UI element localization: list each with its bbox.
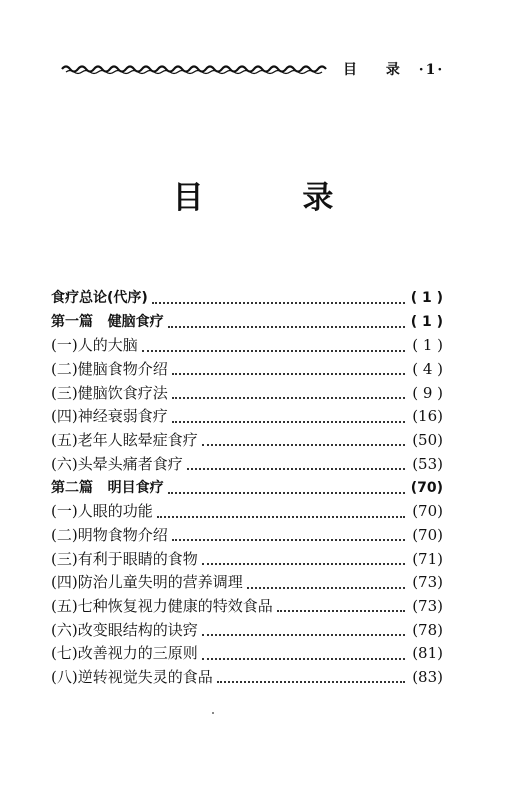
toc-entry-label: (六)改变眼结构的诀窍 [51, 620, 198, 639]
toc-entry-page: (78) [412, 620, 443, 639]
toc-entry[interactable] [51, 666, 443, 690]
toc-entry[interactable] [51, 405, 443, 429]
toc-entry-page: (71) [412, 549, 443, 568]
toc-entry-label: (三)健脑饮食疗法 [51, 383, 168, 402]
toc-entry[interactable] [51, 334, 443, 358]
page-title: 目 录 [172, 180, 378, 216]
dot-leader [142, 349, 405, 352]
toc-entry-page: (73) [412, 573, 443, 592]
dot-leader [172, 420, 405, 423]
toc-entry-page: (50) [412, 431, 443, 450]
dot-leader [202, 562, 405, 565]
dot-leader [187, 467, 405, 470]
toc-entry-label: (五)七种恢复视力健康的特效食品 [51, 596, 273, 615]
dot-leader [152, 301, 405, 304]
toc-entry[interactable] [51, 619, 443, 643]
toc-entry[interactable] [51, 500, 443, 524]
dot-leader [202, 633, 405, 636]
toc-entry-label: 第一篇 健脑食疗 [51, 313, 164, 330]
dot-leader [172, 372, 405, 375]
toc-part-entry[interactable] [51, 287, 443, 311]
toc-entry-label: (四)防治儿童失明的营养调理 [51, 573, 243, 592]
toc-entry[interactable] [51, 358, 443, 382]
toc-entry-label: (一)人的大脑 [51, 336, 138, 355]
toc-entry[interactable] [51, 642, 443, 666]
running-header-text [343, 59, 444, 79]
dot-leader [217, 680, 405, 683]
dot-leader [157, 515, 405, 518]
toc-entry-page: ( 1 ) [410, 290, 443, 306]
toc-entry-label: (七)改善视力的三原则 [51, 644, 198, 663]
toc-entry[interactable] [51, 453, 443, 477]
dot-leader [168, 491, 405, 494]
toc-part-entry[interactable] [51, 477, 443, 501]
toc-entry[interactable] [51, 382, 443, 406]
dot-leader [202, 657, 405, 660]
running-header [60, 58, 460, 82]
toc-entry-label: (四)神经衰弱食疗 [51, 407, 168, 426]
print-speck [212, 712, 214, 714]
toc-entry-label: (二)健脑食物介绍 [51, 360, 168, 379]
dot-leader [168, 325, 405, 328]
dot-leader [172, 538, 405, 541]
toc-entry-page: (70) [412, 525, 443, 544]
toc-entry-label: 食疗总论(代序) [51, 290, 148, 306]
toc-entry-label: (三)有利于眼睛的食物 [51, 549, 198, 568]
toc-entry[interactable] [51, 548, 443, 572]
toc-entry-label: (五)老年人眩晕症食疗 [51, 431, 198, 450]
toc-entry-label: (八)逆转视觉失灵的食品 [51, 668, 213, 686]
dot-leader [247, 586, 405, 589]
toc-entry-page: (53) [412, 454, 443, 473]
toc-part-entry[interactable] [51, 311, 443, 335]
toc-entry-label: (一)人眼的功能 [51, 502, 153, 521]
toc-entry-page: (70) [412, 502, 443, 521]
dot-leader [277, 609, 405, 612]
table-of-contents [51, 287, 443, 690]
running-header-page-number: ·1· [418, 62, 445, 78]
toc-entry-label: (二)明物食物介绍 [51, 525, 168, 544]
dot-leader [202, 443, 405, 446]
toc-entry-page: (73) [412, 596, 443, 615]
toc-entry-page: ( 4 ) [412, 360, 443, 379]
toc-entry-label: (六)头晕头痛者食疗 [51, 454, 183, 473]
toc-entry-page: ( 9 ) [412, 383, 443, 402]
toc-entry-page: (81) [412, 644, 443, 663]
toc-entry[interactable] [51, 524, 443, 548]
toc-entry-page: (16) [412, 407, 443, 426]
toc-entry-label: 第二篇 明目食疗 [51, 479, 164, 496]
toc-entry[interactable] [51, 429, 443, 453]
toc-entry-page: ( 1 ) [412, 336, 443, 355]
toc-entry-page: (70) [410, 479, 443, 496]
toc-entry-page: (83) [412, 668, 443, 686]
wavy-rule-ornament [60, 62, 332, 76]
toc-entry[interactable] [51, 595, 443, 619]
dot-leader [172, 396, 405, 399]
toc-entry[interactable] [51, 571, 443, 595]
toc-entry-page: ( 1 ) [410, 313, 443, 330]
running-header-title: 目 录 [343, 62, 412, 78]
